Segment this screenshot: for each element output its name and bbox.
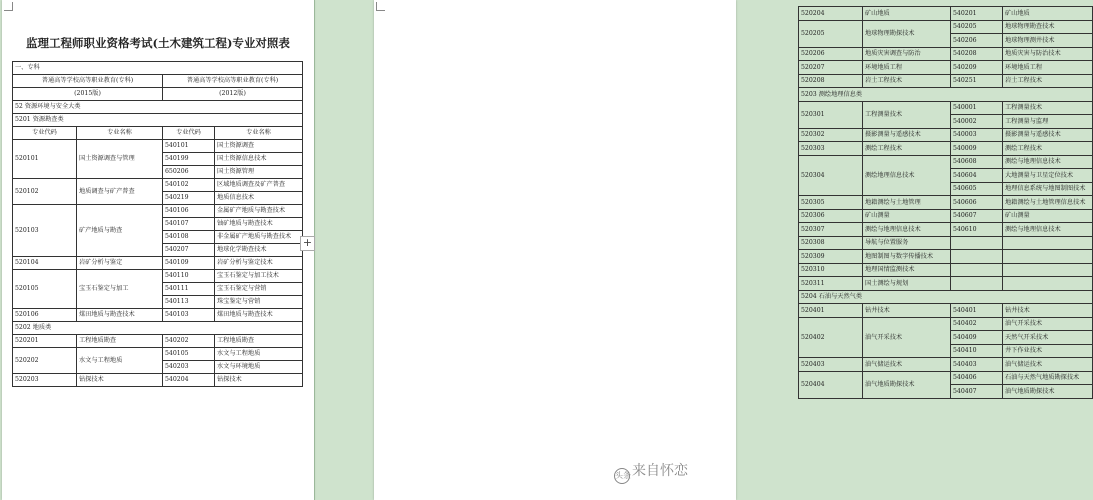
table-row bbox=[799, 142, 1093, 156]
old-major-code: 540208 bbox=[951, 47, 1003, 61]
old-major-code: 540206 bbox=[951, 34, 1003, 48]
header-row bbox=[13, 88, 303, 101]
old-major-name: 水文与工程地质 bbox=[215, 348, 303, 361]
old-major-code: 540002 bbox=[951, 115, 1003, 129]
empty-cell bbox=[951, 263, 1003, 277]
major-name: 岩矿分析与鉴定 bbox=[77, 257, 163, 270]
major-name: 钻探技术 bbox=[77, 374, 163, 387]
column-header: 专业名称 bbox=[215, 127, 303, 140]
old-major-code: 540009 bbox=[951, 142, 1003, 156]
major-name: 国土资源调查与管理 bbox=[77, 140, 163, 179]
old-major-code: 540607 bbox=[951, 209, 1003, 223]
table-row bbox=[799, 155, 1093, 169]
old-major-code: 540402 bbox=[951, 317, 1003, 331]
major-name: 国土测绘与规划 bbox=[863, 277, 951, 291]
major-code: 520309 bbox=[799, 250, 863, 264]
major-name: 地理国情监测技术 bbox=[863, 263, 951, 277]
old-major-code: 540110 bbox=[163, 270, 215, 283]
old-major-code: 540113 bbox=[163, 296, 215, 309]
section-row bbox=[799, 290, 1093, 304]
old-major-code: 540102 bbox=[163, 179, 215, 192]
empty-cell bbox=[1003, 263, 1093, 277]
major-code: 520307 bbox=[799, 223, 863, 237]
old-major-code: 540401 bbox=[951, 304, 1003, 318]
table-row bbox=[799, 371, 1093, 385]
old-major-name: 工程地质勘查 bbox=[215, 335, 303, 348]
old-major-code: 540001 bbox=[951, 101, 1003, 115]
crop-mark bbox=[4, 2, 13, 11]
old-major-code: 540101 bbox=[163, 140, 215, 153]
old-major-name: 矿山测量 bbox=[1003, 209, 1093, 223]
major-name: 矿山测量 bbox=[863, 209, 951, 223]
table-row bbox=[799, 263, 1093, 277]
section-heading: 5203 测绘地理信息类 bbox=[799, 88, 1093, 102]
table-row bbox=[799, 61, 1093, 75]
old-major-name: 宝玉石鉴定与营销 bbox=[215, 283, 303, 296]
add-row-button[interactable]: + bbox=[300, 236, 315, 251]
major-code: 520103 bbox=[13, 205, 77, 257]
old-major-code: 540202 bbox=[163, 335, 215, 348]
table-row bbox=[799, 209, 1093, 223]
watermark-text: 来自怀恋 bbox=[632, 463, 688, 479]
old-major-name: 地质灾害与防治技术 bbox=[1003, 47, 1093, 61]
major-code: 520203 bbox=[13, 374, 77, 387]
old-major-name: 井下作业技术 bbox=[1003, 344, 1093, 358]
old-major-code: 540251 bbox=[951, 74, 1003, 88]
old-major-code: 540106 bbox=[163, 205, 215, 218]
table-row bbox=[799, 7, 1093, 21]
empty-cell bbox=[1003, 250, 1093, 264]
major-name: 油气地质勘探技术 bbox=[863, 371, 951, 398]
old-major-name: 工程测量技术 bbox=[1003, 101, 1093, 115]
old-major-name: 工程测量与监理 bbox=[1003, 115, 1093, 129]
major-name: 工程地质勘查 bbox=[77, 335, 163, 348]
major-name: 测绘工程技术 bbox=[863, 142, 951, 156]
table-row bbox=[13, 374, 303, 387]
major-name: 矿山地质 bbox=[863, 7, 951, 21]
old-major-code: 540003 bbox=[951, 128, 1003, 142]
old-major-name: 非金属矿产地质与勘查技术 bbox=[215, 231, 303, 244]
major-code: 520204 bbox=[799, 7, 863, 21]
watermark bbox=[614, 460, 688, 484]
old-major-name: 地球物理测井技术 bbox=[1003, 34, 1093, 48]
old-major-name: 国土资源调查 bbox=[215, 140, 303, 153]
old-major-code: 540201 bbox=[951, 7, 1003, 21]
crop-mark bbox=[376, 2, 385, 11]
major-code: 520201 bbox=[13, 335, 77, 348]
old-major-name: 矿山地质 bbox=[1003, 7, 1093, 21]
major-name: 矿产地质与勘查 bbox=[77, 205, 163, 257]
major-code: 520208 bbox=[799, 74, 863, 88]
old-major-name: 天然气开采技术 bbox=[1003, 331, 1093, 345]
old-major-name: 岩土工程技术 bbox=[1003, 74, 1093, 88]
old-major-name: 宝玉石鉴定与加工技术 bbox=[215, 270, 303, 283]
old-major-name: 测绘与地理信息技术 bbox=[1003, 223, 1093, 237]
watermark-logo: 头条 bbox=[614, 468, 630, 484]
table-row bbox=[13, 348, 303, 361]
major-table-left bbox=[12, 61, 303, 387]
major-code: 520402 bbox=[799, 317, 863, 358]
old-major-name: 珠宝鉴定与营销 bbox=[215, 296, 303, 309]
table-row bbox=[13, 335, 303, 348]
old-major-name: 岩矿分析与鉴定技术 bbox=[215, 257, 303, 270]
major-code: 520202 bbox=[13, 348, 77, 374]
old-major-code: 540199 bbox=[163, 153, 215, 166]
major-code: 520302 bbox=[799, 128, 863, 142]
header-row bbox=[13, 127, 303, 140]
column-group-header: (2015版) bbox=[13, 88, 163, 101]
old-major-name: 测绘工程技术 bbox=[1003, 142, 1093, 156]
old-major-name: 地籍测绘与土地管理信息技术 bbox=[1003, 196, 1093, 210]
section-row bbox=[13, 101, 303, 114]
old-major-name: 国土资源管理 bbox=[215, 166, 303, 179]
section-heading: 52 资源环境与安全大类 bbox=[13, 101, 303, 114]
major-code: 520301 bbox=[799, 101, 863, 128]
old-major-name: 测绘与地理信息技术 bbox=[1003, 155, 1093, 169]
major-name: 地籍测绘与土地管理 bbox=[863, 196, 951, 210]
section-row bbox=[13, 322, 303, 335]
old-major-name: 油气开采技术 bbox=[1003, 317, 1093, 331]
major-code: 520305 bbox=[799, 196, 863, 210]
major-name: 岩土工程技术 bbox=[863, 74, 951, 88]
section-heading: 5202 地质类 bbox=[13, 322, 303, 335]
major-name: 地质灾害调查与防治 bbox=[863, 47, 951, 61]
old-major-name: 区域地质调查及矿产普查 bbox=[215, 179, 303, 192]
old-major-code: 540610 bbox=[951, 223, 1003, 237]
empty-cell bbox=[1003, 277, 1093, 291]
major-name: 地质调查与矿产普查 bbox=[77, 179, 163, 205]
major-code: 520401 bbox=[799, 304, 863, 318]
old-major-name: 地球化学勘查技术 bbox=[215, 244, 303, 257]
major-code: 520304 bbox=[799, 155, 863, 196]
table-row bbox=[799, 74, 1093, 88]
old-major-code: 540409 bbox=[951, 331, 1003, 345]
empty-cell bbox=[1003, 236, 1093, 250]
major-code: 520102 bbox=[13, 179, 77, 205]
old-major-name: 铀矿地质与勘查技术 bbox=[215, 218, 303, 231]
old-major-code: 540410 bbox=[951, 344, 1003, 358]
section-row bbox=[13, 62, 303, 75]
empty-cell bbox=[951, 277, 1003, 291]
major-name: 摄影测量与遥感技术 bbox=[863, 128, 951, 142]
table-row bbox=[799, 304, 1093, 318]
table-row bbox=[13, 205, 303, 218]
old-major-name: 大地测量与卫星定位技术 bbox=[1003, 169, 1093, 183]
table-row bbox=[799, 277, 1093, 291]
old-major-code: 540103 bbox=[163, 309, 215, 322]
table-row bbox=[799, 196, 1093, 210]
table-row bbox=[13, 309, 303, 322]
column-group-header: 普通高等学校高等职业教育(专科) bbox=[13, 75, 163, 88]
old-major-code: 540105 bbox=[163, 348, 215, 361]
document-page-right bbox=[374, 0, 1086, 500]
table-row bbox=[799, 101, 1093, 115]
old-major-name: 国土资源信息技术 bbox=[215, 153, 303, 166]
old-major-code: 650206 bbox=[163, 166, 215, 179]
old-major-name: 油气地质勘探技术 bbox=[1003, 385, 1093, 399]
major-code: 520206 bbox=[799, 47, 863, 61]
old-major-code: 540109 bbox=[163, 257, 215, 270]
major-code: 520311 bbox=[799, 277, 863, 291]
table-row bbox=[799, 128, 1093, 142]
major-table-right bbox=[798, 6, 1093, 399]
old-major-code: 540608 bbox=[951, 155, 1003, 169]
old-major-code: 540606 bbox=[951, 196, 1003, 210]
major-name: 环境地质工程 bbox=[863, 61, 951, 75]
old-major-code: 540407 bbox=[951, 385, 1003, 399]
document-title: 监理工程师职业资格考试(土木建筑工程)专业对照表 bbox=[26, 36, 290, 50]
old-major-code: 540605 bbox=[951, 182, 1003, 196]
old-major-name: 水文与环境地质 bbox=[215, 361, 303, 374]
major-name: 测绘地理信息技术 bbox=[863, 155, 951, 196]
old-major-code: 540403 bbox=[951, 358, 1003, 372]
table-row bbox=[799, 236, 1093, 250]
major-name: 油气储运技术 bbox=[863, 358, 951, 372]
section-row bbox=[13, 114, 303, 127]
old-major-name: 钻井技术 bbox=[1003, 304, 1093, 318]
column-group-header: (2012版) bbox=[163, 88, 303, 101]
column-header: 专业代码 bbox=[163, 127, 215, 140]
old-major-name: 钻探技术 bbox=[215, 374, 303, 387]
major-code: 520205 bbox=[799, 20, 863, 47]
document-page-left bbox=[2, 0, 314, 500]
major-name: 宝玉石鉴定与加工 bbox=[77, 270, 163, 309]
table-row bbox=[799, 250, 1093, 264]
major-name: 测绘与地理信息技术 bbox=[863, 223, 951, 237]
table-row bbox=[13, 257, 303, 270]
section-heading: 5204 石油与天然气类 bbox=[799, 290, 1093, 304]
table-row bbox=[799, 358, 1093, 372]
major-code: 520106 bbox=[13, 309, 77, 322]
column-header: 专业代码 bbox=[13, 127, 77, 140]
major-code: 520306 bbox=[799, 209, 863, 223]
old-major-code: 540219 bbox=[163, 192, 215, 205]
table-row bbox=[13, 140, 303, 153]
old-major-name: 金属矿产地质与勘查技术 bbox=[215, 205, 303, 218]
major-name: 油气开采技术 bbox=[863, 317, 951, 358]
old-major-name: 地理信息系统与地图制图技术 bbox=[1003, 182, 1093, 196]
empty-cell bbox=[951, 250, 1003, 264]
table-row bbox=[799, 223, 1093, 237]
old-major-code: 540108 bbox=[163, 231, 215, 244]
old-major-code: 540111 bbox=[163, 283, 215, 296]
old-major-code: 540203 bbox=[163, 361, 215, 374]
major-code: 520101 bbox=[13, 140, 77, 179]
table-row bbox=[799, 317, 1093, 331]
old-major-code: 540406 bbox=[951, 371, 1003, 385]
section-heading: 一、专科 bbox=[13, 62, 303, 75]
old-major-code: 540604 bbox=[951, 169, 1003, 183]
major-code: 520104 bbox=[13, 257, 77, 270]
table-row bbox=[13, 270, 303, 283]
major-name: 煤田地质与勘查技术 bbox=[77, 309, 163, 322]
major-name: 地图制图与数字传播技术 bbox=[863, 250, 951, 264]
major-code: 520404 bbox=[799, 371, 863, 398]
old-major-code: 540205 bbox=[951, 20, 1003, 34]
old-major-name: 油气储运技术 bbox=[1003, 358, 1093, 372]
major-name: 水文与工程地质 bbox=[77, 348, 163, 374]
old-major-name: 地质信息技术 bbox=[215, 192, 303, 205]
old-major-code: 540209 bbox=[951, 61, 1003, 75]
major-name: 工程测量技术 bbox=[863, 101, 951, 128]
old-major-code: 540207 bbox=[163, 244, 215, 257]
old-major-name: 地球物理勘查技术 bbox=[1003, 20, 1093, 34]
old-major-name: 煤田地质与勘查技术 bbox=[215, 309, 303, 322]
old-major-name: 石油与天然气地质勘探技术 bbox=[1003, 371, 1093, 385]
old-major-code: 540204 bbox=[163, 374, 215, 387]
major-code: 520310 bbox=[799, 263, 863, 277]
header-row bbox=[13, 75, 303, 88]
table-row bbox=[13, 179, 303, 192]
table-row bbox=[799, 20, 1093, 34]
section-heading: 5201 资源勘查类 bbox=[13, 114, 303, 127]
column-group-header: 普通高等学校高等职业教育(专科) bbox=[163, 75, 303, 88]
column-header: 专业名称 bbox=[77, 127, 163, 140]
major-code: 520303 bbox=[799, 142, 863, 156]
old-major-name: 环境地质工程 bbox=[1003, 61, 1093, 75]
old-major-code: 540107 bbox=[163, 218, 215, 231]
old-major-name: 摄影测量与遥感技术 bbox=[1003, 128, 1093, 142]
major-code: 520308 bbox=[799, 236, 863, 250]
section-row bbox=[799, 88, 1093, 102]
table-row bbox=[799, 47, 1093, 61]
major-code: 520403 bbox=[799, 358, 863, 372]
empty-cell bbox=[951, 236, 1003, 250]
major-code: 520105 bbox=[13, 270, 77, 309]
major-name: 导航与位置服务 bbox=[863, 236, 951, 250]
major-name: 地球物理勘探技术 bbox=[863, 20, 951, 47]
major-name: 钻井技术 bbox=[863, 304, 951, 318]
major-code: 520207 bbox=[799, 61, 863, 75]
